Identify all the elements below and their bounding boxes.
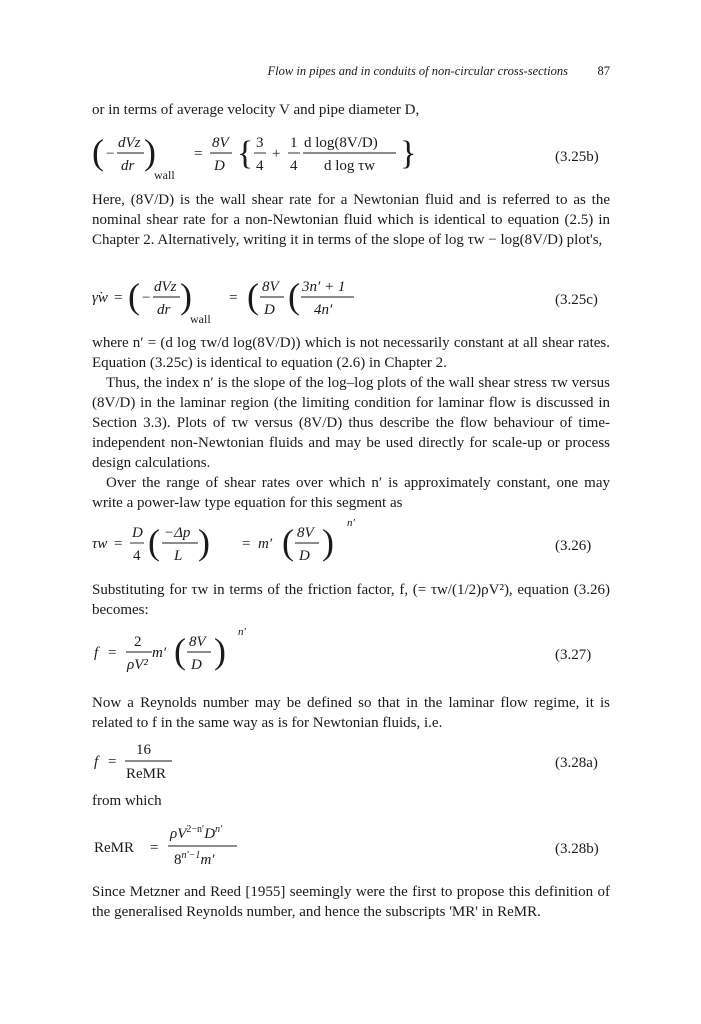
svg-text:=: = xyxy=(242,536,251,552)
eq327-t2-den: D xyxy=(191,657,202,673)
eq327-t2-num: 8V xyxy=(189,634,206,650)
paragraph-9: Since Metzner and Reed [1955] seemingly were the first to propose this definition of the generalised Reynolds number, and hence the subscripts 'MR' in ReMR. xyxy=(92,884,610,920)
eq326-m: m′ xyxy=(258,536,273,552)
eq325c-gamma: γ̇w xyxy=(92,290,108,306)
eq328a-den: ReMR xyxy=(126,766,167,782)
eq326-t3-den: D xyxy=(299,548,310,564)
eq328a-f: f xyxy=(94,754,99,770)
eq325b-t1-num: 8V xyxy=(212,135,229,151)
eq327-m: m′ xyxy=(152,645,167,661)
paragraph-6: Substituting for τw in terms of the friction factor, f, (= τw/(1/2)ρV²), equation (3.26) becomes: xyxy=(92,582,610,618)
paragraph-1: or in terms of average velocity V and pipe diameter D, xyxy=(92,102,420,118)
svg-text:=: = xyxy=(229,290,238,306)
eq-number-3-25c: (3.25c) xyxy=(555,292,598,308)
svg-text:): ) xyxy=(144,132,156,172)
eq326-t2-den: L xyxy=(174,548,183,564)
svg-text:{: { xyxy=(237,135,254,172)
svg-text:(: ( xyxy=(247,276,259,316)
svg-text:+: + xyxy=(272,146,281,162)
equation-3-26-svg xyxy=(92,518,492,574)
eq328b-lhs: ReMR xyxy=(94,840,135,856)
svg-text:(: ( xyxy=(148,522,160,562)
eq326-exp: n′ xyxy=(347,517,355,529)
eq325c-t1-den: D xyxy=(264,302,275,318)
eq326-t2-num: −Δp xyxy=(164,525,191,541)
eq325c-t1-num: 8V xyxy=(262,279,279,295)
equation-3-27-svg xyxy=(92,627,492,683)
eq-number-3-25b: (3.25b) xyxy=(555,149,599,165)
eq326-tau: τw xyxy=(92,536,108,552)
running-header xyxy=(92,64,610,82)
equation-3-25c-svg xyxy=(92,272,492,328)
equation-3-25c xyxy=(92,272,492,333)
svg-text:): ) xyxy=(180,276,192,316)
svg-text:(: ( xyxy=(282,522,294,562)
eq327-t1-den: ρV² xyxy=(127,657,148,673)
page-number: 87 xyxy=(597,64,610,78)
eq325b-t1-den: D xyxy=(214,158,225,174)
svg-text:4n′: 4n′ xyxy=(314,302,333,318)
equation-3-25b xyxy=(92,128,492,189)
svg-text:=: = xyxy=(150,840,159,856)
svg-text:−: − xyxy=(142,290,151,306)
equation-3-28b xyxy=(92,820,492,875)
eq325b-t4-den: d log τw xyxy=(324,158,376,174)
eq325b-t4-num: d log(8V/D) xyxy=(304,135,378,151)
eq325b-lhs-sub: wall xyxy=(154,168,175,182)
equation-3-27 xyxy=(92,627,492,688)
svg-text:=: = xyxy=(108,645,117,661)
svg-text:−: − xyxy=(106,146,115,162)
eq327-f: f xyxy=(94,645,99,661)
eq-number-3-28b: (3.28b) xyxy=(555,841,599,857)
eq325b-t2-num: 3 xyxy=(256,135,264,151)
eq328a-num: 16 xyxy=(136,742,151,758)
svg-text:3n′ + 1: 3n′ + 1 xyxy=(302,279,346,295)
eq325b-t3-num: 1 xyxy=(290,135,298,151)
eq326-t3-num: 8V xyxy=(297,525,314,541)
svg-text:}: } xyxy=(400,135,417,172)
svg-text:): ) xyxy=(198,522,210,562)
svg-text:): ) xyxy=(322,522,334,562)
eq325c-lhs-sub: wall xyxy=(190,312,211,326)
svg-text:(: ( xyxy=(174,631,186,671)
equation-3-26 xyxy=(92,518,492,579)
eq326-t1-num: D xyxy=(132,525,143,541)
equation-3-28a xyxy=(92,736,492,791)
svg-text:(: ( xyxy=(92,132,104,172)
svg-text:=: = xyxy=(114,290,123,306)
eq325b-lhs-num: dVz xyxy=(118,135,141,151)
paragraph-4: Thus, the index n′ is the slope of the log–log plots of the wall shear stress τw versus (8V/D) in the laminar region (the limiting condition for laminar flow is discussed in Section 3.3). Plots of τw versus (8V/D) thus describe the flow behaviour of time-independent non-Newtonian fluids and may be used directly for scale-up or process design calculations. xyxy=(92,375,610,471)
svg-text:ρV2−n′Dn′: $\rho V^{2-n'}D^{n'}$ xyxy=(170,824,223,842)
eq326-t1-den: 4 xyxy=(133,548,141,564)
running-title: Flow in pipes and in conduits of non-circular cross-sections xyxy=(267,64,568,78)
eq325b-lhs-den: dr xyxy=(121,158,135,174)
eq325c-lhs-num: dVz xyxy=(154,279,177,295)
equation-3-28a-svg xyxy=(92,736,492,786)
equation-3-25b-svg xyxy=(92,128,492,184)
svg-text:8n′−1m′: $8^{n'-1}m'$ xyxy=(174,850,215,868)
eq-number-3-26: (3.26) xyxy=(555,538,592,554)
svg-text:(: ( xyxy=(288,276,300,316)
svg-text:(: ( xyxy=(128,276,140,316)
eq325c-lhs-den: dr xyxy=(157,302,171,318)
paragraph-5: Over the range of shear rates over which n′ is approximately constant, one may write a power-law type equation for this segment as xyxy=(92,475,610,511)
eq-number-3-28a: (3.28a) xyxy=(555,755,598,771)
svg-text:): ) xyxy=(214,631,226,671)
eq325b-t3-den: 4 xyxy=(290,158,298,174)
eq325b-t2-den: 4 xyxy=(256,158,264,174)
svg-text:=: = xyxy=(194,146,203,162)
eq327-t1-num: 2 xyxy=(134,634,142,650)
eq327-exp: n′ xyxy=(238,626,246,638)
svg-text:=: = xyxy=(108,754,117,770)
svg-text:=: = xyxy=(114,536,123,552)
paragraph-3: where n′ = (d log τw/d log(8V/D)) which is not necessarily constant at all shear rates. Equation (3.25c) is identical to equation (2.6) in Chapter 2. xyxy=(92,335,610,371)
paragraph-7: Now a Reynolds number may be defined so that in the laminar flow regime, it is related to f in the same way as is for Newtonian fluids, i.e. xyxy=(92,695,610,731)
equation-3-28b-svg xyxy=(92,820,492,870)
paragraph-2: Here, (8V/D) is the wall shear rate for a Newtonian fluid and is referred to as the nominal shear rate for a non-Newtonian fluid which is identical to equation (2.5) in Chapter 2. Alternatively, writing it in terms of the slope of log τw − log(8V/D) plot's, xyxy=(92,192,610,248)
paragraph-8: from which xyxy=(92,793,162,809)
eq-number-3-27: (3.27) xyxy=(555,647,592,663)
